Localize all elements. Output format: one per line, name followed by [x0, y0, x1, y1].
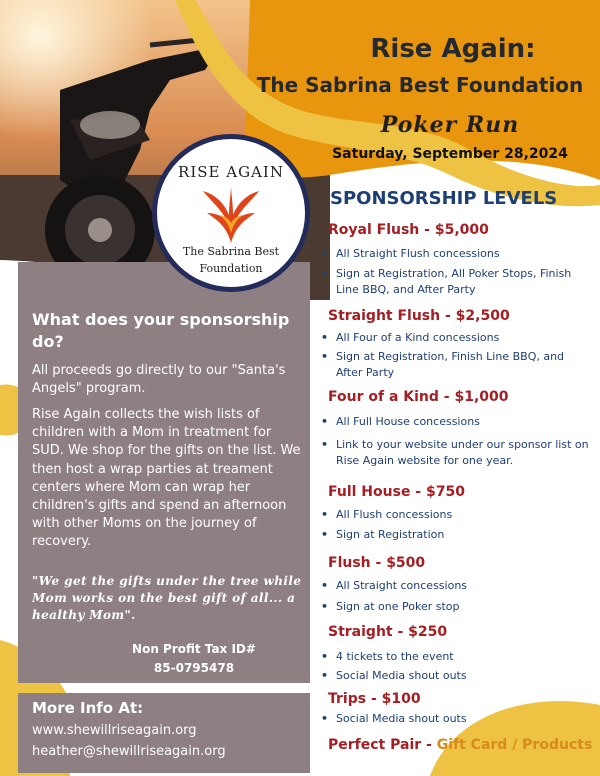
list-item: • All Straight Flush concessions	[321, 247, 500, 260]
title-line-1: Rise Again:	[370, 34, 536, 64]
level-flush: Flush - $500	[328, 555, 426, 571]
tax-id-value: 85-0795478	[153, 661, 235, 675]
logo-bottom-line-2: Foundation	[199, 262, 263, 275]
bullet-icon: •	[321, 600, 329, 613]
list-item: • All Full House concessions	[321, 415, 480, 428]
website-link[interactable]: www.shewillriseagain.org	[32, 723, 197, 738]
phoenix-icon	[201, 183, 261, 245]
bullet-icon: •	[321, 331, 329, 344]
level-trips: Trips - $100	[328, 691, 421, 707]
level-straight-flush: Straight Flush - $2,500	[328, 308, 510, 324]
bullet-icon: •	[321, 579, 329, 592]
panel-paragraph-1: All proceeds go directly to our "Santa's Angels" program.	[32, 363, 286, 396]
list-item: • All Four of a Kind concessions	[321, 331, 500, 344]
bullet-icon: •	[321, 712, 329, 725]
list-item: • Sign at Registration	[321, 528, 445, 541]
bullet-icon: •	[321, 650, 329, 663]
perfect-pair-reward: Gift Card / Products	[436, 737, 593, 753]
level-full-house: Full House - $750	[328, 484, 465, 500]
list-item: • Link to your website under our sponsor list on Rise Again website for one year.	[321, 438, 589, 467]
more-info-heading: More Info At:	[32, 699, 144, 717]
level-royal-flush: Royal Flush - $5,000	[328, 222, 489, 238]
perfect-pair-name: Perfect Pair -	[328, 737, 437, 753]
level-straight: Straight - $250	[328, 624, 448, 640]
logo-top-text: RISE AGAIN	[178, 163, 284, 181]
panel-question: What does your sponsorship do?	[32, 310, 290, 351]
event-date: Saturday, September 28,2024	[332, 146, 568, 162]
sponsorship-info-panel	[18, 262, 310, 683]
list-item: • 4 tickets to the event	[321, 650, 454, 663]
bullet-icon: •	[321, 508, 329, 521]
panel-paragraph-2: Rise Again collects the wish lists of children with a Mom in treatment for SUD. We shop for the gifts on the list. We then host a wrap parties at treament centers where Mom can wrap her children's gifts and spend an afternoon with other Moms on the journey of recovery.	[32, 407, 301, 550]
foundation-logo	[152, 134, 310, 292]
bullet-icon: •	[321, 415, 329, 428]
sponsorship-heading: SPONSORSHIP LEVELS	[330, 188, 558, 209]
list-item: • Social Media shout outs	[321, 712, 467, 725]
bullet-icon: •	[321, 247, 329, 260]
panel-quote: "We get the gifts under the tree while Mom works on the best gift of all... a healthy Mom".	[32, 574, 302, 622]
bullet-icon: •	[321, 669, 329, 682]
list-item: • Sign at one Poker stop	[321, 600, 460, 613]
list-item: • Social Media shout outs	[321, 669, 467, 682]
bullet-icon: •	[321, 267, 329, 280]
email-link[interactable]: heather@shewillriseagain.org	[32, 744, 226, 759]
level-four-of-a-kind: Four of a Kind - $1,000	[328, 389, 509, 405]
bullet-icon: •	[321, 528, 329, 541]
list-item: • Sign at Registration, Finish Line BBQ, and After Party	[321, 350, 565, 379]
title-line-2: The Sabrina Best Foundation	[256, 73, 584, 97]
more-info-box	[18, 693, 310, 773]
level-perfect-pair	[328, 737, 592, 753]
bullet-icon: •	[321, 438, 329, 451]
logo-bottom-line-1: The Sabrina Best	[182, 245, 280, 258]
list-item: • All Straight concessions	[321, 579, 468, 592]
list-item: • All Flush concessions	[321, 508, 453, 521]
list-item: • Sign at Registration, All Poker Stops, Finish Line BBQ, and After Party	[321, 267, 572, 296]
tax-id-label: Non Profit Tax ID#	[132, 642, 256, 656]
bullet-icon: •	[321, 350, 329, 363]
event-name: Poker Run	[380, 112, 520, 138]
